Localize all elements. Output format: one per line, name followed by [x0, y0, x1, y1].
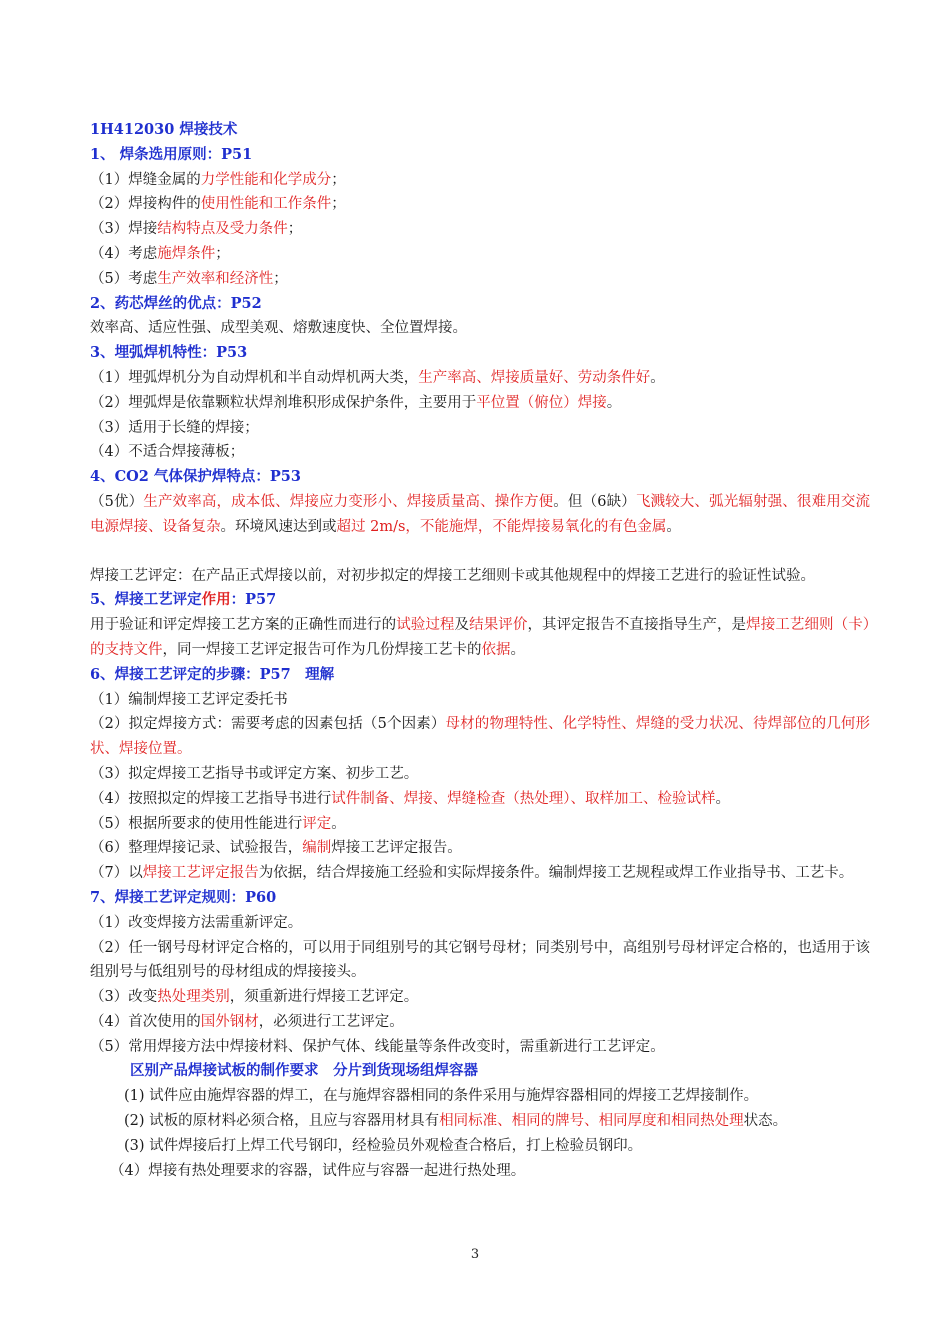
text: ，必须进行工艺评定。 [258, 1013, 404, 1030]
emphasis: 飞溅较大、弧光辐射强、很难用交流电源焊接、设备复杂 [90, 493, 870, 535]
emphasis: 生产率高、焊接质量好、劳动条件好 [418, 369, 651, 386]
sec1-item-3 [90, 217, 870, 242]
heading-text: 5、焊接工艺评定 [90, 591, 202, 609]
text: （4）首次使用的 [90, 1013, 201, 1030]
emphasis: 试件制备、焊接、焊缝检查（热处理）、取样加工、检验试样 [331, 790, 716, 807]
emphasis: 结果评价 [469, 617, 528, 634]
sec7-rule-3 [90, 985, 870, 1010]
sec6-step-5 [90, 812, 870, 837]
text: ； [273, 270, 288, 287]
sec4-paragraph [90, 490, 870, 540]
emphasis: 平位置（俯位）焊接 [476, 394, 607, 411]
text: ，同一焊接工艺评定报告可作为几份焊接工艺卡的 [162, 641, 482, 658]
section-2-heading: 2、药芯焊丝的优点：P52 [90, 294, 262, 312]
sec6-step-2 [90, 712, 870, 762]
text: 为依据，结合焊接施工经验和实际焊接条件。编制焊接工艺规程或焊工作业指导书、工艺卡。 [258, 865, 854, 882]
page-number: 3 [470, 1247, 480, 1262]
text: ； [215, 245, 230, 262]
emphasis: 生产效率高，成本低、焊接应力变形小、焊接质量高、操作方便 [143, 493, 554, 510]
document-title: 1H412030 焊接技术 [90, 121, 238, 138]
text: （1）焊缝金属的 [90, 171, 201, 188]
text: 。但（6缺） [553, 493, 636, 510]
emphasis: 热处理类别 [157, 989, 230, 1006]
text: （5）根据所要求的使用性能进行 [90, 815, 303, 832]
sec7-rule-1: （1）改变焊接方法需重新评定。 [90, 914, 303, 931]
emphasis: 焊接工艺细则（卡）的支持文件 [90, 617, 871, 658]
text: ，其评定报告不直接指导生产，是 [527, 617, 747, 634]
emphasis: 母材的物理特性、化学特性、焊缝的受力状况、待焊部位的几何形状、焊接位置。 [90, 716, 871, 758]
sec6-step-4 [90, 787, 870, 812]
text: 状态。 [743, 1113, 788, 1130]
emphasis: 焊接工艺评定报告 [142, 865, 259, 882]
text: （2）拟定焊接方式：需要考虑的因素包括（5个因素） [90, 716, 446, 733]
text: （7）以 [90, 865, 143, 882]
sec7-rule-4 [90, 1010, 870, 1035]
sec6-step-7 [90, 861, 870, 886]
text: （4）按照拟定的焊接工艺指导书进行 [90, 790, 332, 807]
section-7-heading: 7、焊接工艺评定规则：P60 [90, 888, 277, 906]
sec1-item-4 [90, 242, 870, 267]
text: 。 [331, 815, 346, 832]
sec5-paragraph [90, 613, 870, 663]
sec3-item-2 [90, 391, 870, 416]
spacer [90, 540, 870, 564]
text: （2）埋弧焊是依靠颗粒状焊剂堆积形成保护条件，主要用于 [90, 394, 477, 411]
text: (2) 试板的原材料必须合格，且应与容器用材具有 [124, 1113, 440, 1130]
text: （6）整理焊接记录、试验报告， [90, 840, 303, 857]
sec8-item-2 [90, 1109, 870, 1134]
text: 。 [510, 641, 525, 658]
sec7-rule-2: （2）任一钢号母材评定合格的，可以用于同组别号的其它钢号母材；同类别号中，高组别号母材评定合格的，也适用于该组别号与低组别号的母材组成的焊接接头。 [90, 939, 870, 981]
definition-paragraph: 焊接工艺评定：在产品正式焊接以前，对初步拟定的焊接工艺细则卡或其他规程中的焊接工艺进行的验证性试验。 [90, 567, 815, 584]
emphasis: 超过 2m/s，不能施焊，不能焊接易氧化的有色金属 [336, 518, 667, 535]
text: （4）考虑 [90, 245, 158, 262]
emphasis: 试验过程 [396, 617, 455, 634]
text: 。 [606, 394, 622, 411]
sec6-step-1: （1）编制焊接工艺评定委托书 [90, 691, 288, 708]
text: ； [331, 171, 346, 188]
text: （3）焊接 [90, 221, 158, 238]
sec8-item-3: (3) 试件焊接后打上焊工代号钢印，经检验员外观检查合格后，打上检验员钢印。 [124, 1137, 643, 1154]
section-4-heading: 4、CO2 气体保护焊特点：P53 [90, 468, 301, 486]
text: 焊接工艺评定报告。 [331, 840, 462, 857]
section-3-heading: 3、埋弧焊机特性：P53 [90, 344, 248, 362]
emphasis: 使用性能和工作条件 [200, 196, 332, 213]
text: （2）焊接构件的 [90, 196, 201, 213]
emphasis: 结构特点及受力条件 [157, 221, 288, 238]
text: 。 [715, 790, 730, 807]
heading-text: ：P57 [230, 591, 277, 609]
text: 及 [454, 617, 470, 634]
sec8-item-1: (1) 试件应由施焊容器的焊工，在与施焊容器相同的条件采用与施焊容器相同的焊接工艺焊接制作。 [124, 1088, 759, 1105]
sec1-item-2 [90, 192, 870, 217]
emphasis: 依据 [481, 641, 511, 658]
text: ； [287, 221, 303, 238]
text: （5优） [90, 493, 144, 510]
heading-emphasis: 作用 [201, 591, 231, 609]
section-8-heading: 区别产品焊接试板的制作要求 分片到货现场组焊容器 [130, 1062, 478, 1080]
emphasis: 力学性能和化学成分 [200, 171, 332, 188]
text: 。环境风速达到或 [220, 518, 337, 535]
text: 用于验证和评定焊接工艺方案的正确性而进行的 [90, 617, 397, 634]
text: 。 [650, 369, 665, 386]
sec7-rule-5: （5）常用焊接方法中焊接材料、保护气体、线能量等条件改变时，需重新进行工艺评定。 [90, 1038, 665, 1055]
sec6-step-3: （3）拟定焊接工艺指导书或评定方案、初步工艺。 [90, 765, 419, 782]
sec6-step-6 [90, 836, 870, 861]
text: ； [331, 196, 346, 213]
emphasis: 相同标准、相同的牌号、相同厚度和相同热处理 [439, 1113, 744, 1130]
emphasis: 评定 [302, 815, 332, 832]
text: 。 [666, 518, 681, 535]
sec8-item-4: （4）焊接有热处理要求的容器，试件应与容器一起进行热处理。 [110, 1162, 526, 1179]
emphasis: 生产效率和经济性 [157, 270, 274, 287]
section-5-heading [90, 588, 870, 613]
emphasis: 施焊条件 [157, 245, 216, 262]
text: （1）埋弧焊机分为自动焊机和半自动焊机两大类， [90, 369, 419, 386]
text: （5）考虑 [90, 270, 158, 287]
sec1-item-5 [90, 267, 870, 292]
emphasis: 国外钢材 [200, 1013, 259, 1030]
sec2-text: 效率高、适应性强、成型美观、熔敷速度快、全位置焊接。 [90, 320, 467, 337]
sec1-item-1 [90, 168, 870, 193]
sec3-item-1 [90, 366, 870, 391]
section-6-heading: 6、焊接工艺评定的步骤：P57 理解 [90, 665, 335, 683]
text: ，须重新进行焊接工艺评定。 [229, 989, 419, 1006]
emphasis: 编制 [302, 840, 332, 857]
text: （3）改变 [90, 989, 158, 1006]
document-body [90, 118, 870, 1183]
sec3-item-3: （3）适用于长缝的焊接； [90, 419, 259, 436]
section-1-heading: 1、 焊条选用原则：P51 [90, 145, 253, 163]
sec3-item-4: （4）不适合焊接薄板； [90, 444, 245, 461]
